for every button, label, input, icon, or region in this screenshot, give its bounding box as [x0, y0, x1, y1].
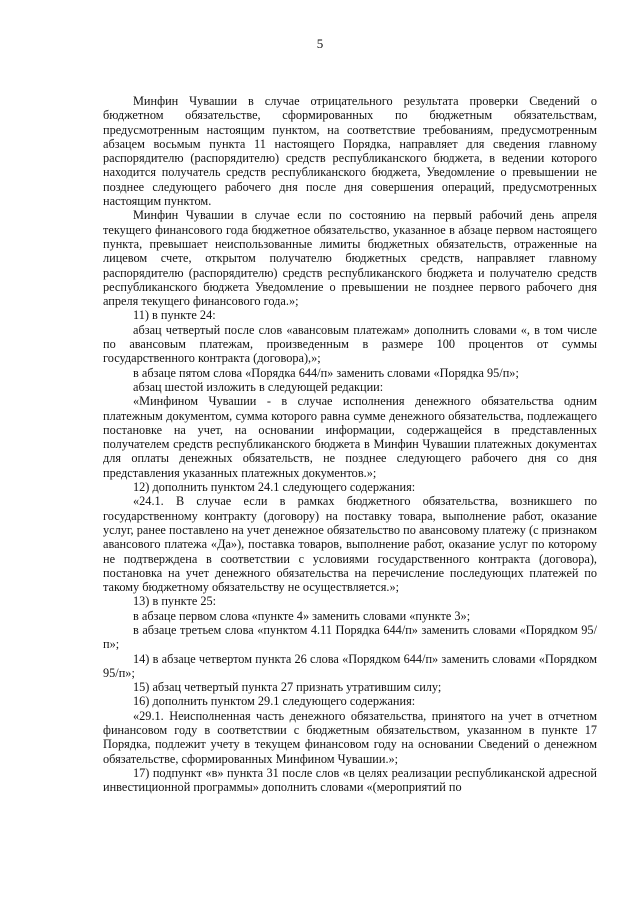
page-number: 5 — [316, 36, 324, 51]
paragraph: «Минфином Чувашии - в случае исполнения денежного обязательства одним платежным документом, сумма которого равна сумме денежного обязательства, подлежащего постановке на учет, на основании информации, содержащейся в представленных получателем средств республиканского бюджета в Минфин Чувашии платежных документах для оплаты денежных обязательств, не позднее следующего рабочего дня со дня представления указанных платежных документов.»; — [103, 394, 597, 480]
paragraph: Минфин Чувашии в случае если по состоянию на первый рабочий день апреля текущего финансового года бюджетное обязательство, указанное в абзаце первом настоящего пункта, превышает неиспользованные лимиты бюджетных обязательств, отраженные на лицевом счете, открытом получателю бюджетных средств, направляет главному распорядителю (распорядителю) средств республиканского бюджета и получателю средств республиканского бюджета Уведомление о превышении не позднее первого рабочего дня апреля текущего финансового года.»; — [103, 208, 597, 309]
paragraph: «24.1. В случае если в рамках бюджетного обязательства, возникшего по государственному контракту (договору) на поставку товара, выполнение работ, оказание услуг, ранее поставлено на учет денежное обязательство по авансовому платежу (с признаком авансового платежа «Да»), поставка товаров, выполнение работ, оказание услуг по которому не подтверждена в соответствии с условиями государственного контракта (договора), постановка на учет денежного обязательства на перечисление последующих платежей по такому бюджетному обязательству не осуществляется.»; — [103, 494, 597, 595]
paragraph: Минфин Чувашии в случае отрицательного результата проверки Сведений о бюджетном обязательстве, сформированных по бюджетным обязательствам, предусмотренным настоящим пунктом, на соответствие требованиям, предусмотренным абзацем восьмым пункта 11 настоящего Порядка, направляет для сведения главному распорядителю (распорядителю) средств республиканского бюджета, в ведении которого находится получатель средств республиканского бюджета, Уведомление о превышении не позднее следующего рабочего дня после дня совершения операций, предусмотренных настоящим пунктом. — [103, 94, 597, 209]
paragraph: 12) дополнить пунктом 24.1 следующего содержания: — [133, 480, 416, 495]
paragraph: в абзаце пятом слова «Порядка 644/п» заменить словами «Порядка 95/п»; — [133, 365, 519, 380]
paragraph: 13) в пункте 25: — [133, 594, 217, 609]
paragraph: 11) в пункте 24: — [133, 308, 216, 323]
paragraph: в абзаце первом слова «пункте 4» заменить словами «пункте 3»; — [133, 608, 471, 623]
paragraph: абзац четвертый после слов «авансовым платежам» дополнить словами «, в том числе по авансовым платежам, произведенным в размере 100 процентов от суммы государственного контракта (договора),»; — [103, 322, 597, 366]
paragraph: абзац шестой изложить в следующей редакции: — [133, 379, 384, 394]
paragraph: 14) в абзаце четвертом пункта 26 слова «Порядком 644/п» заменить словами «Порядком 95/п»; — [103, 651, 597, 680]
paragraph: «29.1. Неисполненная часть денежного обязательства, принятого на учет в отчетном финансовом году в соответствии с бюджетным обязательством, указанном в пункте 17 Порядка, подлежит учету в текущем финансовом году на основании Сведений о денежном обязательстве, сформированных Минфином Чувашии.»; — [103, 708, 597, 766]
paragraph: в абзаце третьем слова «пунктом 4.11 Порядка 644/п» заменить словами «Порядком 95/п»; — [103, 622, 597, 652]
paragraph: 16) дополнить пунктом 29.1 следующего содержания: — [133, 694, 416, 709]
paragraph: 15) абзац четвертый пункта 27 признать утратившим силу; — [133, 680, 442, 695]
document-body — [103, 94, 597, 795]
paragraph: 17) подпункт «в» пункта 31 после слов «в целях реализации республиканской адресной инвестиционной программы» дополнить словами «(мероприятий по — [103, 765, 597, 795]
